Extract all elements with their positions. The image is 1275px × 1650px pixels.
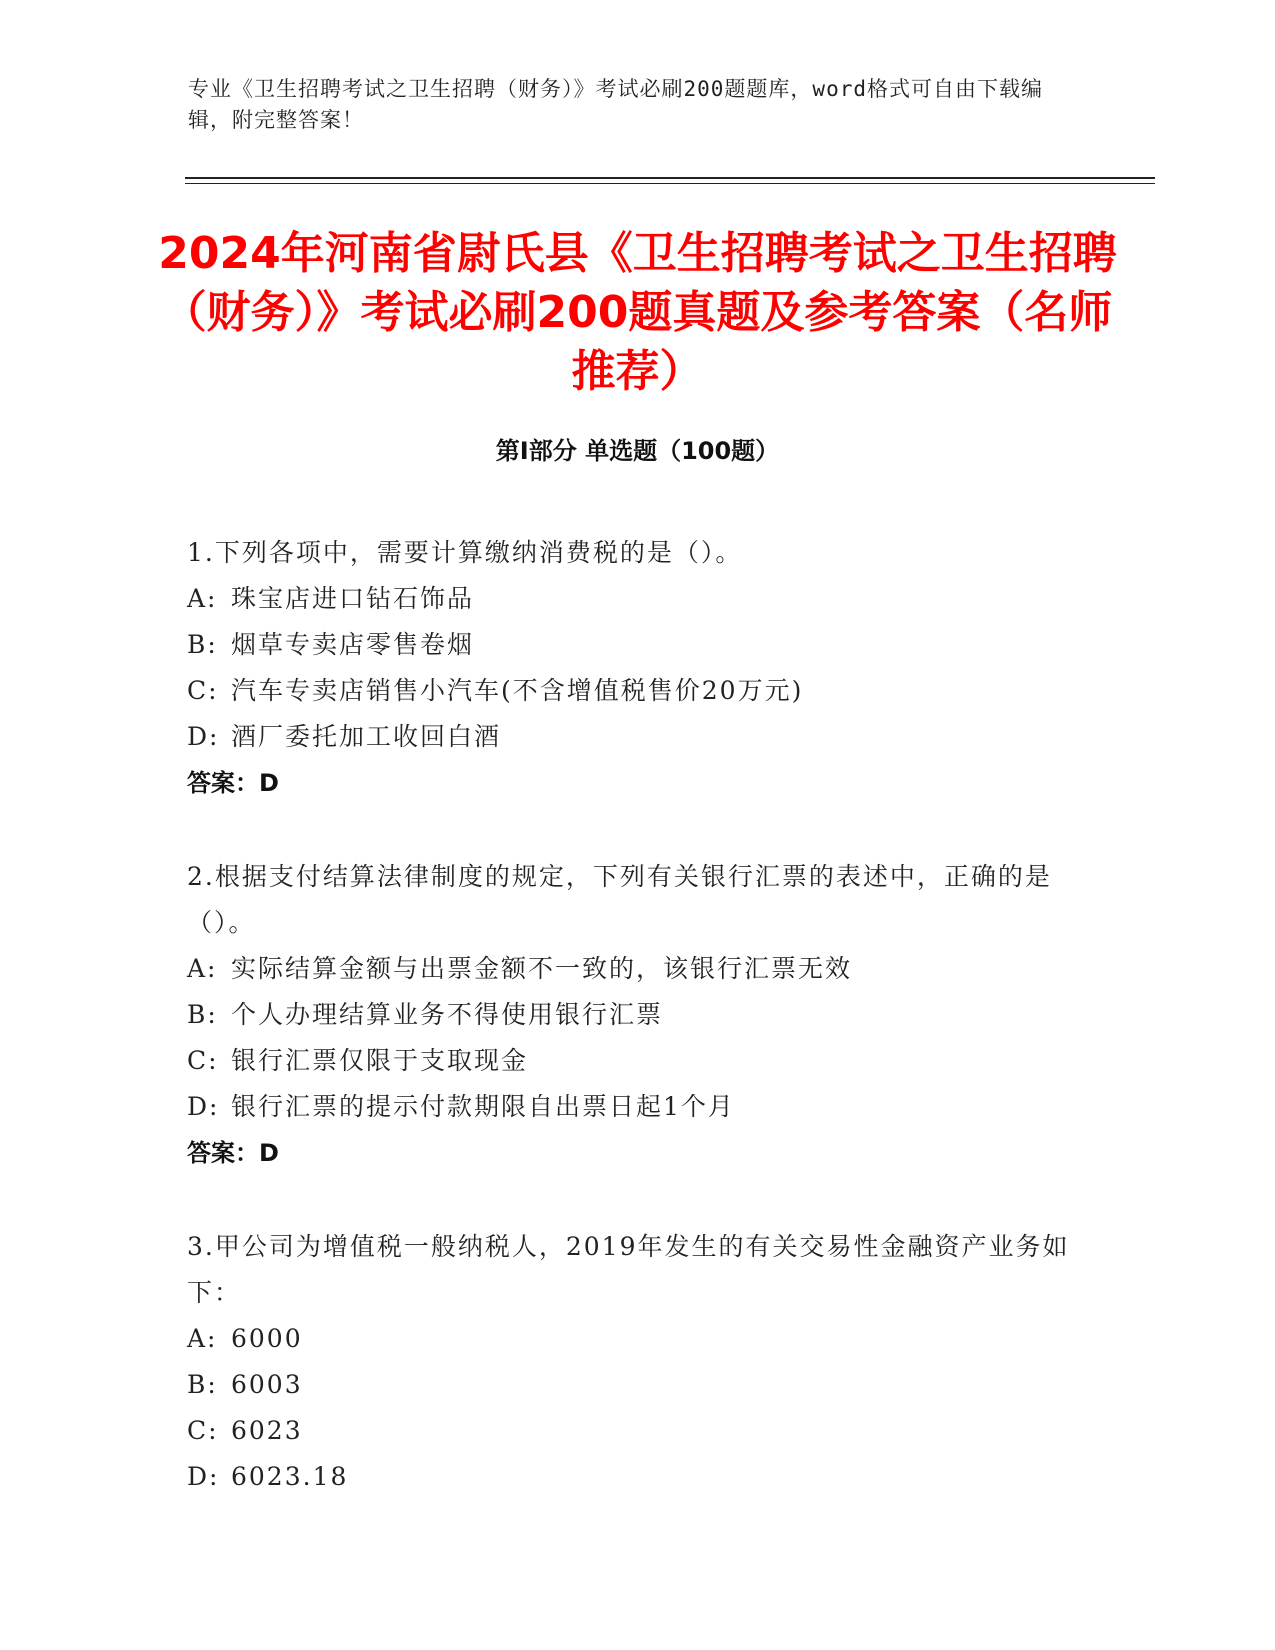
header-divider-thin [185,183,1155,184]
option-letter: A: [187,954,218,983]
option-letter: A: [187,1324,218,1353]
answer-line: 答案：D [187,1139,279,1167]
option-letter: D: [187,1462,220,1491]
option-letter: B: [187,630,218,659]
option-text: 酒厂委托加工收回白酒 [231,722,502,751]
option-text: 银行汇票仅限于支取现金 [231,1046,529,1075]
option-letter: A: [187,584,218,613]
option-text: 6023.18 [231,1462,349,1491]
header-divider-thick [185,177,1155,179]
option-d [187,714,1072,760]
question-3 [187,1224,1072,1500]
option-text: 烟草专卖店零售卷烟 [231,630,475,659]
option-d [187,1454,1072,1500]
question-stem: 3.甲公司为增值税一般纳税人，2019年发生的有关交易性金融资产业务如下： [187,1232,1070,1307]
question-2 [187,854,1072,1176]
answer-line: 答案：D [187,769,279,797]
question-stem: 2.根据支付结算法律制度的规定，下列有关银行汇票的表述中，正确的是（）。 [187,862,1052,937]
header-note: 专业《卫生招聘考试之卫生招聘（财务）》考试必刷200题题库，word格式可自由下载编辑，附完整答案！ [188,77,1043,132]
option-letter: C: [187,1046,219,1075]
option-a [187,1316,1072,1362]
option-a [187,946,1072,992]
option-c [187,668,1072,714]
option-text: 银行汇票的提示付款期限自出票日起1个月 [231,1092,735,1121]
option-letter: C: [187,676,219,705]
question-stem: 1.下列各项中，需要计算缴纳消费税的是（）。 [187,538,743,567]
question-1 [187,530,1072,806]
option-b [187,992,1072,1038]
option-text: 实际结算金额与出票金额不一致的，该银行汇票无效 [231,954,853,983]
option-b [187,622,1072,668]
option-letter: B: [187,1370,218,1399]
option-letter: C: [187,1416,219,1445]
option-d [187,1084,1072,1130]
question-list [187,530,1072,1548]
option-letter: D: [187,722,220,751]
option-letter: D: [187,1092,220,1121]
section-heading: 第Ⅰ部分 单选题（100题） [495,437,780,465]
option-text: 个人办理结算业务不得使用银行汇票 [231,1000,664,1029]
option-letter: B: [187,1000,218,1029]
option-text: 6000 [231,1324,303,1353]
option-text: 珠宝店进口钻石饰品 [231,584,475,613]
option-text: 6023 [231,1416,303,1445]
document-title: 2024年河南省尉氏县《卫生招聘考试之卫生招聘（财务）》考试必刷200题真题及参考答案（名师推荐） [158,228,1117,397]
option-text: 汽车专卖店销售小汽车(不含增值税售价20万元) [231,676,804,705]
option-a [187,576,1072,622]
option-c [187,1038,1072,1084]
option-b [187,1362,1072,1408]
option-c [187,1408,1072,1454]
option-text: 6003 [231,1370,303,1399]
